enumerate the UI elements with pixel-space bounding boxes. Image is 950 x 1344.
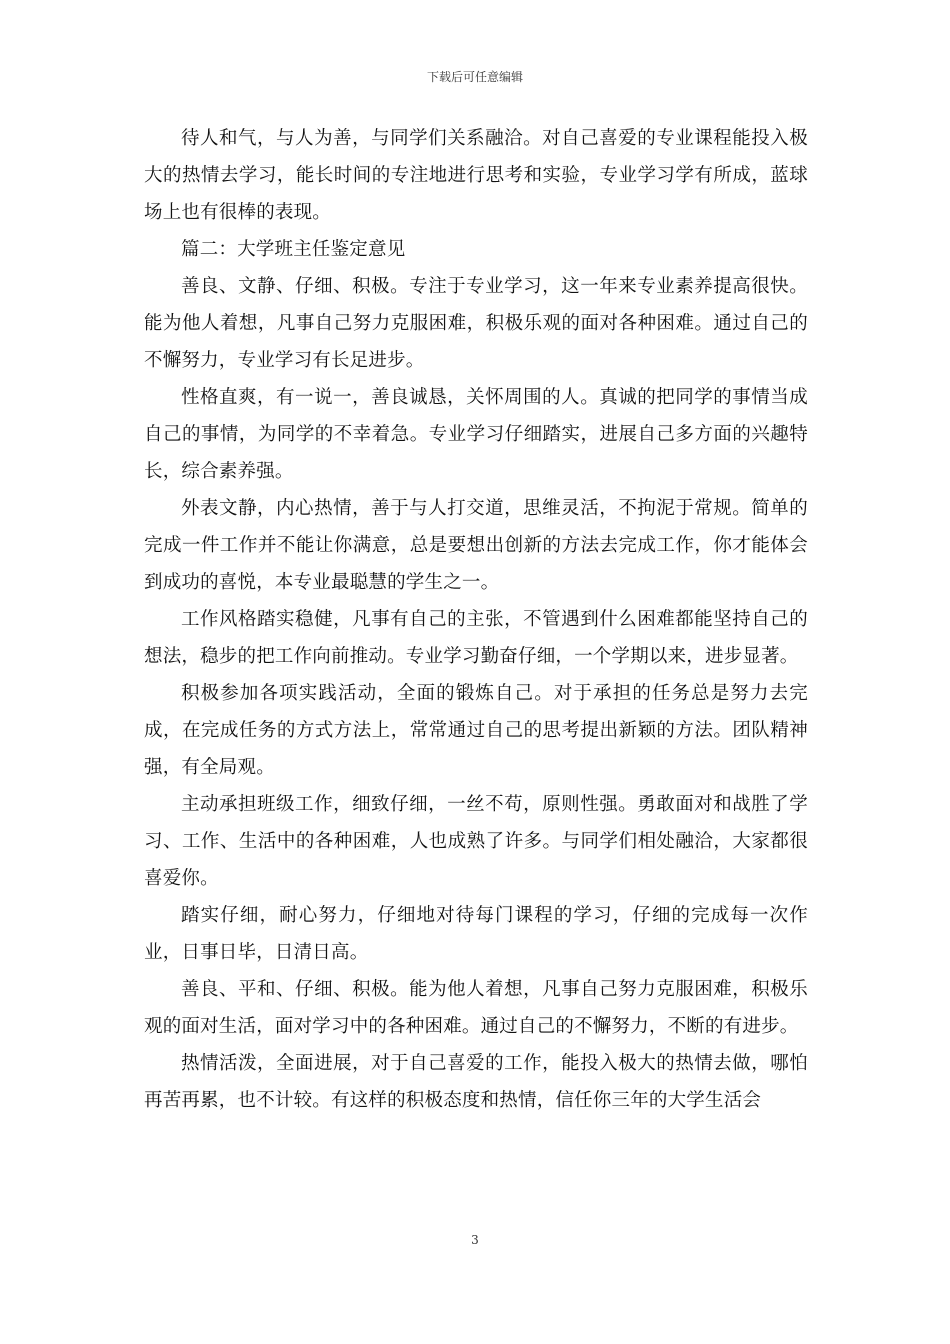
paragraph: 主动承担班级工作，细致仔细，一丝不苟，原则性强。勇敢面对和战胜了学习、工作、生活中的各种困难，人也成熟了许多。与同学们相处融洽，大家都很喜爱你。 (144, 794, 808, 889)
paragraph: 善良、平和、仔细、积极。能为他人着想，凡事自己努力克服困难，积极乐观的面对生活，面对学习中的各种困难。通过自己的不懈努力，不断的有进步。 (144, 979, 808, 1037)
paragraph: 积极参加各项实践活动，全面的锻炼自己。对于承担的任务总是努力去完成，在完成任务的方式方法上，常常通过自己的思考提出新颖的方法。团队精神强，有全局观。 (144, 683, 808, 778)
section-heading: 篇二：大学班主任鉴定意见 (181, 239, 406, 260)
document-body (144, 120, 808, 1119)
paragraph: 踏实仔细，耐心努力，仔细地对待每门课程的学习，仔细的完成每一次作业，日事日毕，日清日高。 (144, 905, 808, 963)
paragraph: 工作风格踏实稳健，凡事有自己的主张，不管遇到什么困难都能坚持自己的想法，稳步的把工作向前推动。专业学习勤奋仔细，一个学期以来，进步显著。 (144, 609, 808, 667)
paragraph: 热情活泼，全面进展，对于自己喜爱的工作，能投入极大的热情去做，哪怕再苦再累，也不计较。有这样的积极态度和热情，信任你三年的大学生活会 (144, 1053, 808, 1111)
paragraph: 外表文静，内心热情，善于与人打交道，思维灵活，不拘泥于常规。简单的完成一件工作并不能让你满意，总是要想出创新的方法去完成工作，你才能体会到成功的喜悦，本专业最聪慧的学生之一。 (144, 498, 808, 593)
page-header: 下载后可任意编辑 (426, 70, 523, 84)
page-number: 3 (471, 1233, 479, 1247)
paragraph: 性格直爽，有一说一，善良诚恳，关怀周围的人。真诚的把同学的事情当成自己的事情，为同学的不幸着急。专业学习仔细踏实，进展自己多方面的兴趣特长，综合素养强。 (144, 387, 808, 482)
paragraph: 善良、文静、仔细、积极。专注于专业学习，这一年来专业素养提高很快。能为他人着想，凡事自己努力克服困难，积极乐观的面对各种困难。通过自己的不懈努力，专业学习有长足进步。 (144, 276, 808, 371)
paragraph: 待人和气，与人为善，与同学们关系融洽。对自己喜爱的专业课程能投入极大的热情去学习，能长时间的专注地进行思考和实验，专业学习学有所成，蓝球场上也有很棒的表现。 (144, 128, 808, 223)
